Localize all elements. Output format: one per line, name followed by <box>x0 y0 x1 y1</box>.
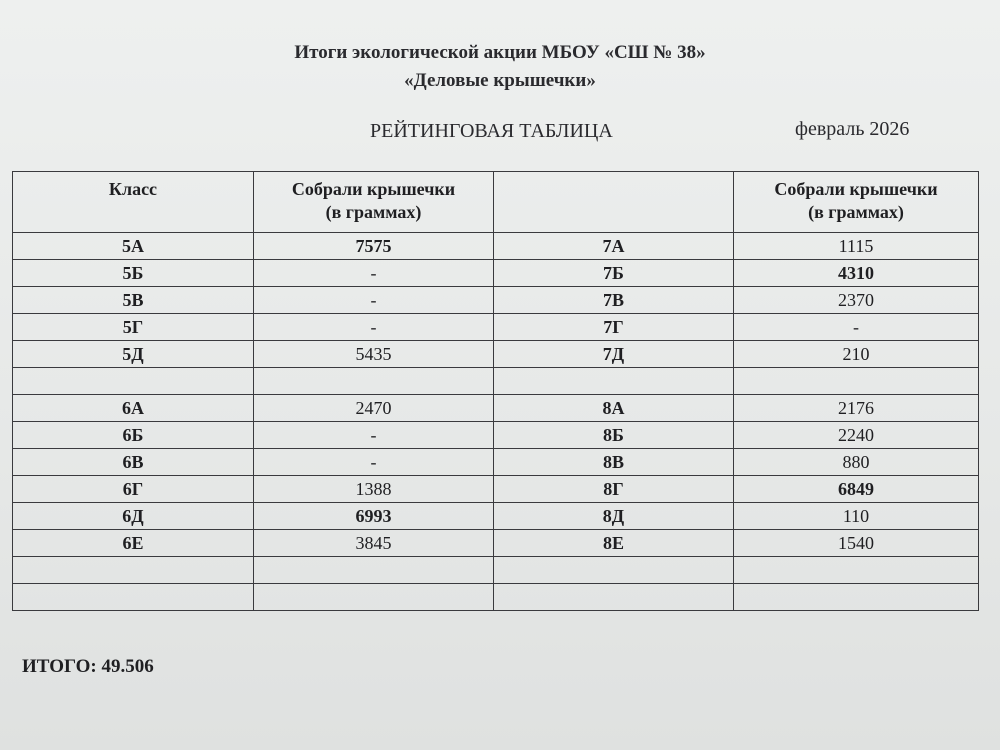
class-cell: 6Е <box>13 530 254 557</box>
value-cell: 1388 <box>254 476 494 503</box>
document-title: Итоги экологической акции МБОУ «СШ № 38» <box>294 42 706 63</box>
class-cell: 7Г <box>494 314 734 341</box>
class-cell: 8Г <box>494 476 734 503</box>
table-row <box>13 503 979 530</box>
table-row <box>13 584 979 611</box>
class-cell: 5Б <box>13 260 254 287</box>
document-subtitle: «Деловые крышечки» <box>404 70 596 91</box>
header-class: Класс <box>13 172 254 233</box>
table-row <box>13 557 979 584</box>
class-cell: 7Д <box>494 341 734 368</box>
class-cell: 6В <box>13 449 254 476</box>
class-cell <box>13 557 254 584</box>
class-cell: 5А <box>13 233 254 260</box>
table-row <box>13 530 979 557</box>
value-cell: 6849 <box>734 476 979 503</box>
class-cell <box>494 368 734 395</box>
value-cell: 1540 <box>734 530 979 557</box>
class-cell: 7А <box>494 233 734 260</box>
value-cell: 2240 <box>734 422 979 449</box>
value-cell: 880 <box>734 449 979 476</box>
value-cell: - <box>254 314 494 341</box>
header-class-2 <box>494 172 734 233</box>
value-cell: - <box>734 314 979 341</box>
value-cell: 6993 <box>254 503 494 530</box>
table-row <box>13 476 979 503</box>
header-collected-2: Собрали крышечки (в граммах) <box>734 172 979 233</box>
table-row <box>13 449 979 476</box>
class-cell: 6Г <box>13 476 254 503</box>
class-cell <box>494 557 734 584</box>
table-row <box>13 287 979 314</box>
class-cell: 8А <box>494 395 734 422</box>
class-cell: 8В <box>494 449 734 476</box>
table-row <box>13 233 979 260</box>
value-cell <box>254 584 494 611</box>
table-row <box>13 341 979 368</box>
class-cell: 6Д <box>13 503 254 530</box>
class-cell: 5Г <box>13 314 254 341</box>
class-cell: 7В <box>494 287 734 314</box>
rating-table <box>12 171 979 611</box>
value-cell: 110 <box>734 503 979 530</box>
class-cell: 7Б <box>494 260 734 287</box>
table-row <box>13 314 979 341</box>
class-cell: 8Д <box>494 503 734 530</box>
document-date: февраль 2026 <box>795 118 910 140</box>
value-cell <box>734 584 979 611</box>
header-collected: Собрали крышечки (в граммах) <box>254 172 494 233</box>
table-row <box>13 260 979 287</box>
table-header-row <box>13 172 979 233</box>
value-cell: - <box>254 422 494 449</box>
value-cell: 3845 <box>254 530 494 557</box>
table-row <box>13 395 979 422</box>
class-cell <box>494 584 734 611</box>
value-cell: 7575 <box>254 233 494 260</box>
value-cell: 5435 <box>254 341 494 368</box>
value-cell: 4310 <box>734 260 979 287</box>
class-cell: 6Б <box>13 422 254 449</box>
table-row <box>13 422 979 449</box>
value-cell <box>734 557 979 584</box>
class-cell: 5Д <box>13 341 254 368</box>
class-cell: 6А <box>13 395 254 422</box>
value-cell <box>734 368 979 395</box>
table-row <box>13 368 979 395</box>
class-cell <box>13 584 254 611</box>
value-cell: - <box>254 260 494 287</box>
value-cell: 2176 <box>734 395 979 422</box>
value-cell: 1115 <box>734 233 979 260</box>
class-cell <box>13 368 254 395</box>
total-sum: ИТОГО: 49.506 <box>22 656 154 677</box>
value-cell: - <box>254 449 494 476</box>
value-cell: 210 <box>734 341 979 368</box>
class-cell: 5В <box>13 287 254 314</box>
rating-table-label: РЕЙТИНГОВАЯ ТАБЛИЦА <box>370 120 613 142</box>
value-cell <box>254 368 494 395</box>
value-cell <box>254 557 494 584</box>
class-cell: 8Е <box>494 530 734 557</box>
class-cell: 8Б <box>494 422 734 449</box>
value-cell: 2470 <box>254 395 494 422</box>
value-cell: 2370 <box>734 287 979 314</box>
value-cell: - <box>254 287 494 314</box>
